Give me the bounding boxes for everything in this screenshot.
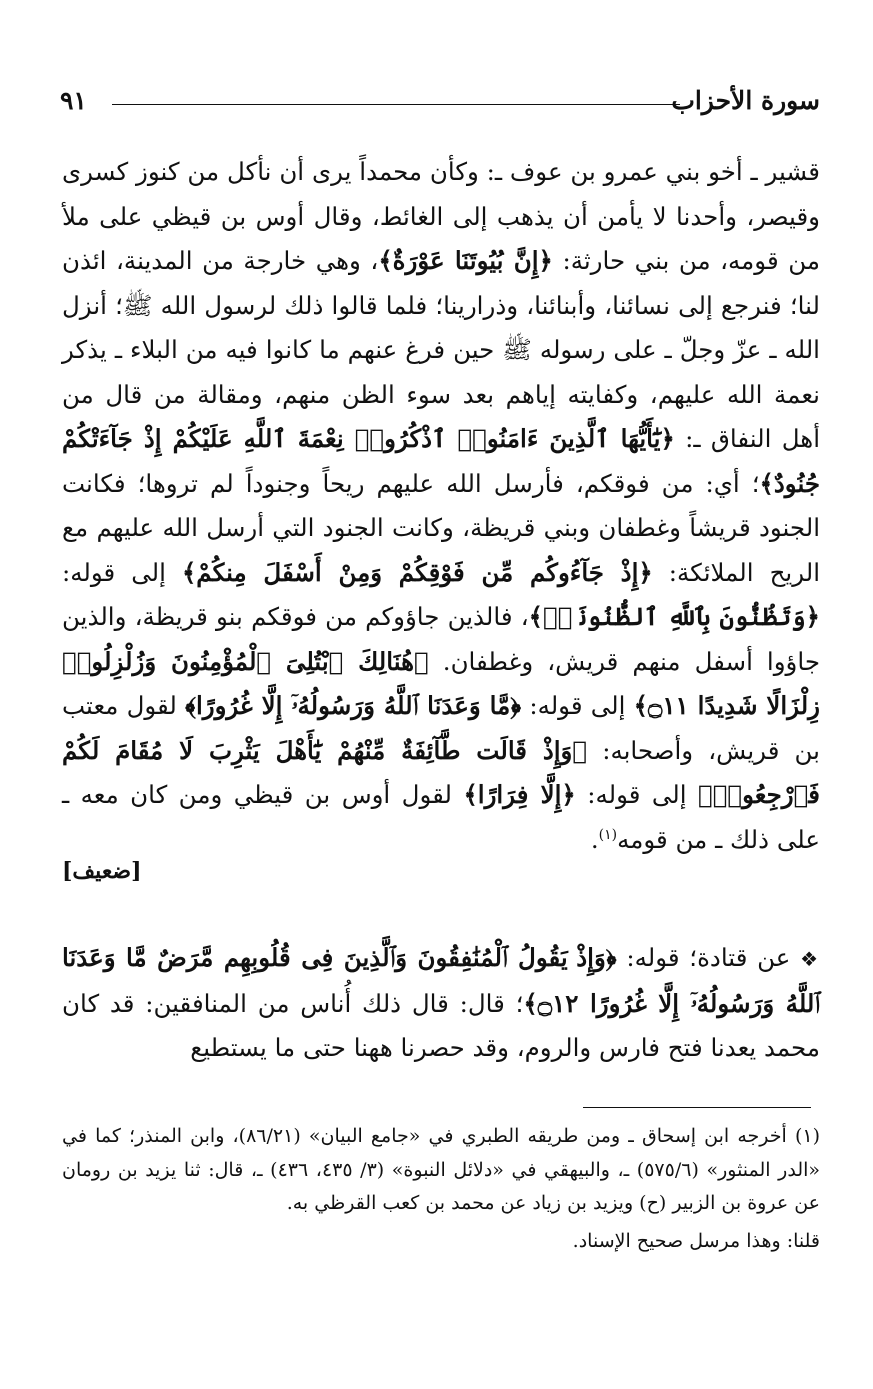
footnotes xyxy=(62,1120,820,1258)
surah-title: سورة الأحزاب xyxy=(671,86,820,115)
quran-quote: ﴿إِنَّ بُيُوتَنَا عَوْرَةٌ﴾ xyxy=(378,246,553,275)
footnote-separator xyxy=(583,1107,811,1108)
text-segment: ، فالذين جاؤوكم من فوقكم بنو قريظة، والذين جاؤوا أسفل منهم قريش، وغطفان. xyxy=(62,602,821,676)
quran-quote: ﴿وَتَظُنُّونَ بِٱللَّهِ ٱلظُّنُونَا۠﴾ xyxy=(528,602,820,631)
quran-quote: ﴿يَٰٓأَيُّهَا ٱلَّذِينَ ءَامَنُوا۟ ٱذْكُرُوا۟ نِعْمَةَ ٱللَّهِ عَلَيْكُمْ إِذْ جَآءَتْكُمْ جُنُودٌ﴾ xyxy=(62,424,820,498)
ornament-bullet-icon: ❖ xyxy=(800,947,821,971)
text-segment: إلى قوله: xyxy=(62,557,182,587)
quran-quote: ﴿إِلَّا فِرَارًا﴾ xyxy=(463,780,576,809)
text-segment: عن قتادة؛ قوله: xyxy=(616,943,801,972)
hadith-grade: [ضعيف] xyxy=(62,858,142,884)
text-segment: ، وهي خارجة من المدينة، ائذن لنا؛ فنرجع إلى نسائنا، وأبنائنا، وذرارينا؛ فلما قالوا ذلك لرسول الله ﷺ؛ أنزل الله ـ عزّ وجلّ ـ على رسوله ﷺ حين فرغ عنهم ما كانوا فيه من البلاء ـ يذكر نعمة الله عليهم، وكفايته إياهم بعد سوء الظن منهم، ومقالة من قال من أهل النفاق ـ: xyxy=(62,246,821,453)
text-segment: إلى قوله: xyxy=(575,780,699,809)
footnote-1: (١) أخرجه ابن إسحاق ـ ومن طريقه الطبري في «جامع البيان» (٨٦/٢١)، وابن المنذر؛ كما في «الدر المنثور» (٥٧٥/٦) ـ، والبيهقي في «دلائل النبوة» (٣/ ٤٣٥، ٤٣٦) ـ، قال: ثنا يزيد بن رومان عن عروة بن الزبير (ح) ويزيد بن زياد عن محمد بن كعب القرظي به. xyxy=(62,1125,821,1214)
text-segment: لقول معتب بن قريش، وأصحابه: xyxy=(62,691,820,765)
footnote-note: قلنا: وهذا مرسل صحيح الإسناد. xyxy=(572,1229,820,1252)
quran-quote: ﴿وَإِذْ يَقُولُ ٱلْمُنَٰفِقُونَ وَٱلَّذِينَ فِى قُلُوبِهِم مَّرَضٌ مَّا وَعَدَنَا ٱللَّهُ وَرَسُولُهُۥٓ إِلَّا غُرُورًا ۝١٢﴾ xyxy=(62,943,821,1018)
text-segment: إلى قوله: xyxy=(521,691,634,720)
text-segment: . xyxy=(590,824,599,854)
second-paragraph xyxy=(62,936,820,1071)
running-header xyxy=(60,86,820,126)
page-number: ٩١ xyxy=(60,86,87,115)
main-paragraph xyxy=(62,150,820,862)
quran-quote: ﴿وَإِذْ قَالَت طَّآئِفَةٌ مِّنْهُمْ يَٰٓأَهْلَ يَثْرِبَ لَا مُقَامَ لَكُمْ فَٱرْجِعُوا۟﴾ xyxy=(62,735,820,809)
quran-quote: ﴿إِذْ جَآءُوكُم مِّن فَوْقِكُمْ وَمِنْ أَسْفَلَ مِنكُمْ﴾ xyxy=(181,557,653,587)
text-segment: ؛ أي: من فوقكم، فأرسل الله عليهم ريحاً وجنوداً لم تروها؛ فكانت الجنود قريشاً وغطفان وبني قريظة، وكانت الجنود التي أرسل الله عليهم مع الريح الملائكة: xyxy=(62,468,821,587)
quran-quote: ﴿هُنَالِكَ ٱبْتُلِىَ ٱلْمُؤْمِنُونَ وَزُلْزِلُوا۟ زِلْزَالًا شَدِيدًا ۝١١﴾ xyxy=(62,646,821,720)
header-rule xyxy=(112,104,680,105)
text-segment: لقول أوس بن قيظي ومن كان معه ـ على ذلك ـ من قومه xyxy=(62,780,820,854)
footnote-reference[interactable]: (١) xyxy=(598,826,618,843)
text-segment: قشير ـ أخو بني عمرو بن عوف ـ: وكأن محمداً يرى أن نأكل من كنوز كسرى وقيصر، وأحدنا لا يأمن أن يذهب إلى الغائط، وقال أوس بن قيظي على ملأ من قومه، من بني حارثة: xyxy=(62,157,820,275)
quran-quote: ﴿مَّا وَعَدَنَا ٱللَّهُ وَرَسُولُهُۥٓ إِلَّا غُرُورًا﴾ xyxy=(185,691,522,720)
text-segment: ؛ قال: قال ذلك أُناس من المنافقين: قد كان محمد يعدنا فتح فارس والروم، وقد حصرنا ههنا حتى ما يستطيع xyxy=(62,988,820,1062)
